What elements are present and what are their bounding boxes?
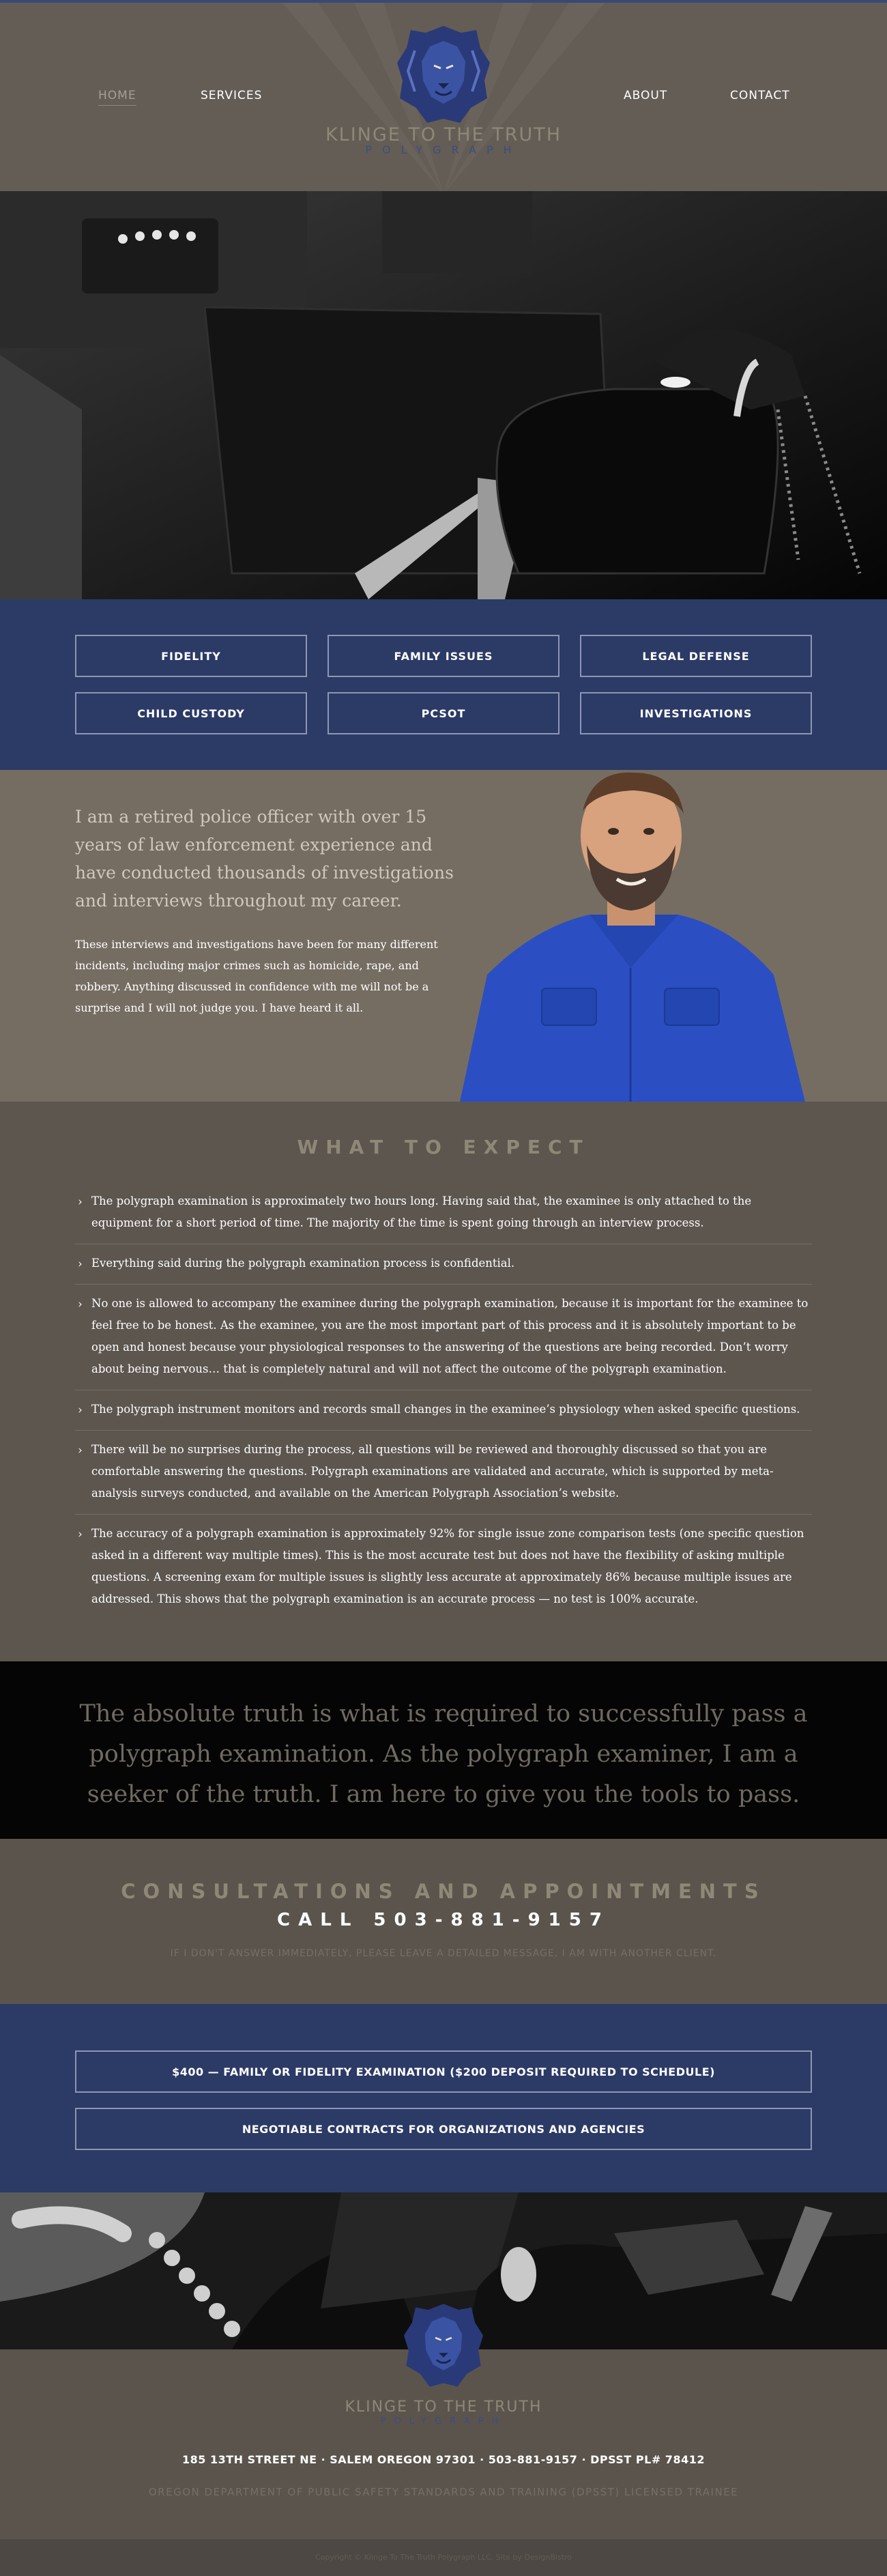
pricing-section (0, 2004, 887, 2192)
list-item-text: No one is allowed to accompany the examinee during the polygraph examination, because it is important for the examinee to feel free to be honest. As the examinee, you are the most important part of this process and it is absolutely important to be open and honest because your physiological responses to the answering of the questions are being recorded. Don’t worry about being nervous… that is completely natural and will not affect the outcome of the polygraph examination. (91, 1297, 809, 1375)
copyright-text: Copyright © Klinge To The Truth Polygraph LLC. Site by DesignBistro (315, 2553, 572, 2562)
about-section (0, 770, 887, 1102)
service-child-custody-button[interactable]: CHILD CUSTODY (75, 692, 307, 734)
brand-name: KLINGE TO THE TRUTH (325, 124, 562, 145)
list-item-text: There will be no surprises during the process, all questions will be reviewed and thoroughly discussed so that you are comfortable answering the questions. Polygraph examinations are validated and accurate, which is supported by meta-analysis surveys conducted, and available on the American Polygraph Association’s website. (91, 1443, 774, 1500)
license-text: OREGON DEPARTMENT OF PUBLIC SAFETY STANDARDS AND TRAINING (DPSST) LICENSED TRAINEE (148, 2486, 739, 2498)
section-title: CONSULTATIONS AND APPOINTMENTS (121, 1880, 766, 1903)
brand-subtitle: POLYGRAPH (365, 143, 522, 156)
list-item-text: The polygraph instrument monitors and records small changes in the examinee’s physiology when asked specific questions. (91, 1403, 800, 1416)
hero-photo (0, 191, 887, 599)
list-item-text: Everything said during the polygraph examination process is confidential. (91, 1257, 515, 1270)
list-item-text: The accuracy of a polygraph examination is approximately 92% for single issue zone comparison tests (one specific question asked in a different way multiple times). This is the most accurate test but does not have the flexibility of asking multiple questions. A screening exam for multiple issues is slightly less accurate at approximately 86% because multiple issues are addressed. This shows that the polygraph examination is an accurate process — no test is 100% accurate. (91, 1527, 804, 1605)
examiner-portrait-image (460, 770, 805, 1102)
footer-phone-link[interactable]: 503-881-9157 (488, 2453, 578, 2466)
license-number: · DPSST PL# 78412 (581, 2453, 705, 2466)
address-text: 185 13TH STREET NE · SALEM OREGON 97301 · (182, 2453, 484, 2466)
chevron-right-icon: › (78, 1403, 83, 1417)
chevron-right-icon: › (78, 1257, 83, 1271)
nav-about[interactable]: ABOUT (624, 89, 668, 102)
chevron-right-icon: › (78, 1444, 83, 1457)
list-item (75, 1285, 812, 1390)
what-to-expect-section (0, 1102, 887, 1661)
expect-list (75, 1182, 812, 1620)
site-footer (0, 2349, 887, 2539)
lion-logo-icon[interactable] (401, 2302, 486, 2389)
nav-home[interactable]: HOME (98, 89, 136, 106)
consult-note: IF I DON'T ANSWER IMMEDIATELY, PLEASE LEAVE A DETAILED MESSAGE, I AM WITH ANOTHER CLIENT. (170, 1948, 717, 1959)
consultations-section (0, 1839, 887, 2004)
list-item (75, 1431, 812, 1515)
price-contracts-button[interactable]: NEGOTIABLE CONTRACTS FOR ORGANIZATIONS AND AGENCIES (75, 2108, 812, 2150)
list-item (75, 1390, 812, 1431)
service-investigations-button[interactable]: INVESTIGATIONS (580, 692, 812, 734)
service-fidelity-button[interactable]: FIDELITY (75, 635, 307, 677)
chevron-right-icon: › (78, 1528, 83, 1541)
call-phone-link[interactable]: CALL 503-881-9157 (277, 1910, 610, 1930)
services-section (0, 599, 887, 770)
quote-section (0, 1661, 887, 1839)
about-lead-text: I am a retired police officer with over 15 years of law enforcement experience and have conducted thousands of investigations and interviews throughout my career. (75, 807, 454, 911)
quote-text: The absolute truth is what is required to successfully pass a polygraph examination. As the polygraph examiner, I am a seeker of the truth. I am here to give you the tools to pass. (79, 1700, 808, 1808)
price-family-fidelity-button[interactable]: $400 — FAMILY OR FIDELITY EXAMINATION ($200 DEPOSIT REQUIRED TO SCHEDULE) (75, 2050, 812, 2093)
lion-logo-icon[interactable] (394, 23, 493, 126)
copyright-bar (0, 2539, 887, 2576)
brand-name: KLINGE TO THE TRUTH (345, 2399, 542, 2416)
service-family-issues-button[interactable]: FAMILY ISSUES (328, 635, 559, 677)
service-legal-defense-button[interactable]: LEGAL DEFENSE (580, 635, 812, 677)
polygraph-equipment-image (0, 191, 887, 599)
list-item (75, 1515, 812, 1620)
list-item-text: The polygraph examination is approximately two hours long. Having said that, the examinee is only attached to the equipment for a short period of time. The majority of the time is spent going through an interview process. (91, 1194, 752, 1229)
nav-services[interactable]: SERVICES (201, 89, 263, 102)
chevron-right-icon: › (78, 1195, 83, 1209)
site-header (0, 0, 887, 191)
about-body-text: These interviews and investigations have been for many different incidents, including major crimes such as homicide, rape, and robbery. Anything discussed in confidence with me will not be a surprise and I will not judge you. I have heard it all. (75, 938, 438, 1014)
brand-subtitle: POLYGRAPH (380, 2416, 507, 2427)
section-title: WHAT TO EXPECT (297, 1136, 590, 1158)
nav-contact[interactable]: CONTACT (730, 89, 790, 102)
chevron-right-icon: › (78, 1298, 83, 1311)
service-pcsot-button[interactable]: PCSOT (328, 692, 559, 734)
list-item (75, 1182, 812, 1244)
list-item (75, 1244, 812, 1285)
contact-info (0, 2453, 887, 2466)
